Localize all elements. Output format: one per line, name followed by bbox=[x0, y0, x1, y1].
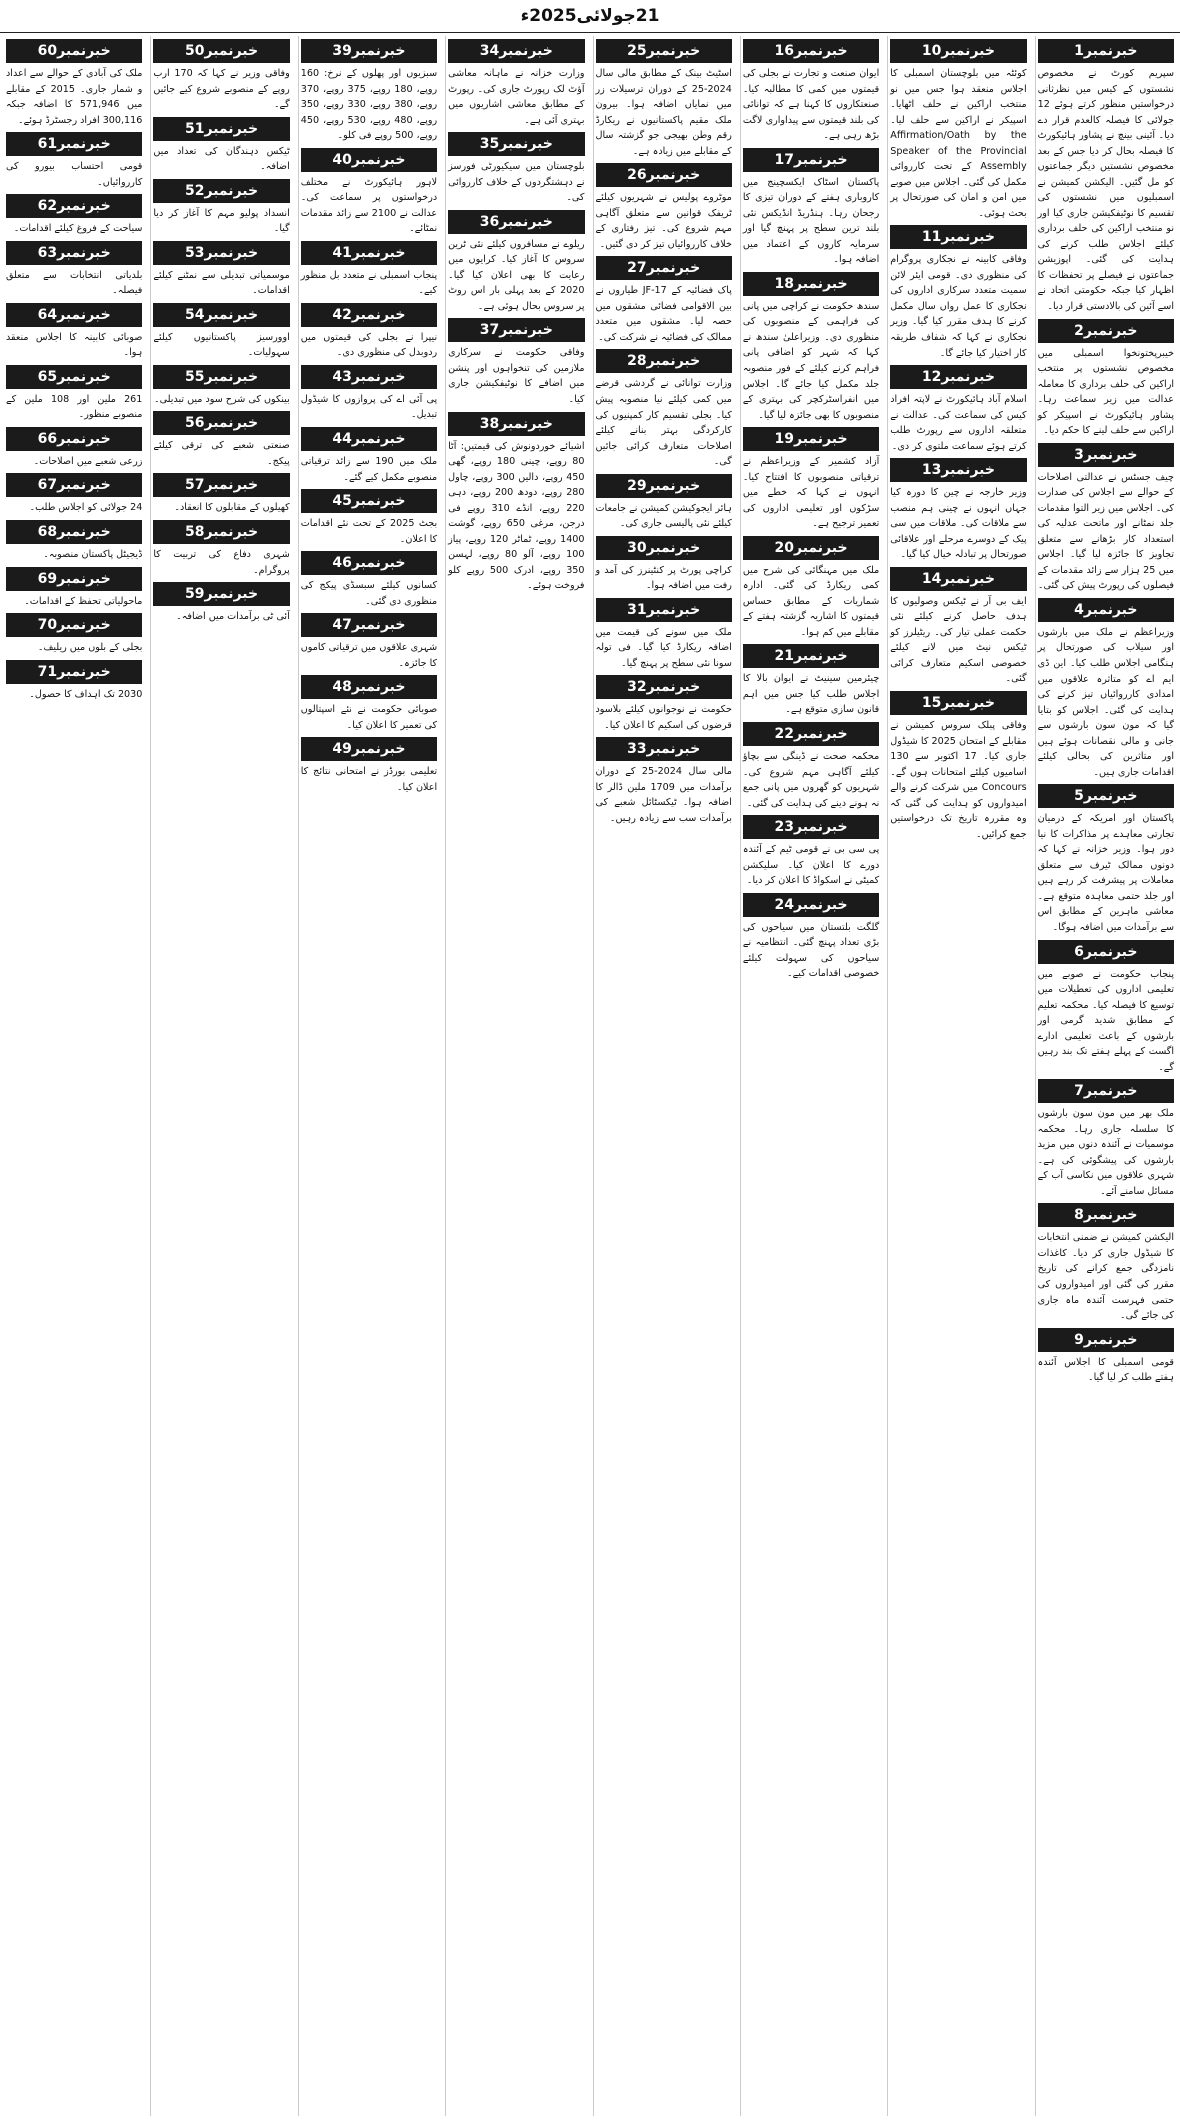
news-item bbox=[596, 474, 732, 532]
news-item bbox=[6, 613, 142, 656]
news-item-header: خبرنمبر45 bbox=[301, 489, 437, 513]
news-item bbox=[743, 536, 879, 641]
news-item-header: خبرنمبر50 bbox=[153, 39, 289, 63]
news-item-header: خبرنمبر52 bbox=[153, 179, 289, 203]
news-item bbox=[6, 365, 142, 423]
news-item-header: خبرنمبر35 bbox=[448, 132, 584, 156]
news-item bbox=[596, 536, 732, 594]
news-item-body: بینکوں کی شرح سود میں تبدیلی۔ bbox=[153, 393, 290, 405]
news-columns bbox=[4, 36, 1176, 2116]
news-item bbox=[890, 39, 1026, 221]
news-item-header: خبرنمبر25 bbox=[596, 39, 732, 63]
news-item-header: خبرنمبر43 bbox=[301, 365, 437, 389]
news-item-body: ٹیکس دہندگان کی تعداد میں اضافہ۔ bbox=[153, 145, 290, 173]
news-item-header: خبرنمبر55 bbox=[153, 365, 289, 389]
news-column bbox=[150, 36, 291, 2116]
news-item-header: خبرنمبر18 bbox=[743, 272, 879, 296]
news-item bbox=[153, 411, 289, 469]
news-item-body: صوبائی کابینہ کا اجلاس منعقد ہوا۔ bbox=[6, 331, 143, 359]
news-item-header: خبرنمبر65 bbox=[6, 365, 142, 389]
news-item-header: خبرنمبر37 bbox=[448, 318, 584, 342]
news-item bbox=[153, 179, 289, 237]
news-item-body: بلدیاتی انتخابات سے متعلق فیصلہ۔ bbox=[6, 269, 143, 297]
news-item-body: پاکستان اسٹاک ایکسچینج میں کاروباری ہفتے کے دوران تیزی کا رجحان رہا۔ ہنڈریڈ انڈیکس نئی بلند ترین سطح پر پہنچ گیا اور سرمایہ کاروں کے اعتماد میں اضافہ ہوا۔ bbox=[742, 176, 880, 266]
news-item-header: خبرنمبر53 bbox=[153, 241, 289, 265]
news-item-body: وفاقی کابینہ نے نجکاری پروگرام کی منظوری دی۔ قومی ایئر لائن سمیت متعدد سرکاری اداروں کی نجکاری کا عمل رواں سال مکمل کرنے کا ہدف مقرر کیا گیا۔ وزیر نجکاری نے کہا کہ شفاف طریقہ کار اختیار کیا جائے گا۔ bbox=[890, 254, 1027, 359]
news-item-body: اسٹیٹ بینک کے مطابق مالی سال 2024-25 کے دوران ترسیلات زر میں نمایاں اضافہ ہوا۔ بیرون ملک مقیم پاکستانیوں نے ریکارڈ رقم وطن بھیجی جو گزشتہ سال کے مقابلے میں زیادہ ہے۔ bbox=[595, 68, 732, 157]
news-item bbox=[153, 473, 289, 516]
news-item-header: خبرنمبر66 bbox=[6, 427, 142, 451]
news-item-header: خبرنمبر13 bbox=[890, 458, 1026, 482]
news-item bbox=[301, 365, 437, 423]
news-item-body: بجلی کے بلوں میں ریلیف۔ bbox=[37, 642, 143, 654]
news-item-body: وزارت توانائی نے گردشی قرضے میں کمی کیلئے نیا منصوبہ پیش کیا۔ بجلی تقسیم کار کمپنیوں کی کارکردگی بہتر بنانے کیلئے اصلاحات متعارف کرائی جائیں گی۔ bbox=[595, 378, 732, 468]
news-item bbox=[153, 365, 289, 408]
news-item bbox=[596, 675, 732, 733]
news-item-body: پاک فضائیہ کے JF-17 طیاروں نے بین الاقوامی فضائی مشقوں میں حصہ لیا۔ مشقوں میں متعدد ممالک کی فضائیہ نے شرکت کی۔ bbox=[595, 285, 732, 343]
news-item bbox=[301, 737, 437, 795]
news-item bbox=[301, 675, 437, 733]
news-item bbox=[890, 691, 1026, 842]
news-item-body: ایوان صنعت و تجارت نے بجلی کی قیمتوں میں کمی کا مطالبہ کیا۔ صنعتکاروں کا کہنا ہے کہ توانائی کی بلند قیمتوں سے پیداواری لاگت بڑھ رہی ہے۔ bbox=[742, 68, 880, 142]
news-item-header: خبرنمبر40 bbox=[301, 148, 437, 172]
news-item-body: چیئرمین سینیٹ نے ایوان بالا کا اجلاس طلب کیا جس میں اہم قانون سازی متوقع ہے۔ bbox=[742, 673, 880, 716]
news-item bbox=[448, 39, 584, 128]
news-item bbox=[6, 520, 142, 563]
news-item bbox=[301, 427, 437, 485]
news-item bbox=[301, 551, 437, 609]
news-item-body: سبزیوں اور پھلوں کے نرخ: 160 روپے، 180 روپے، 375 روپے، 370 روپے، 380 روپے، 330 روپے، 350 روپے، 480 روپے، 530 روپے، 450 روپے، 500 روپے فی کلو۔ bbox=[300, 68, 438, 142]
news-item bbox=[743, 272, 879, 423]
news-item bbox=[301, 613, 437, 671]
news-item bbox=[743, 815, 879, 889]
news-item-header: خبرنمبر16 bbox=[743, 39, 879, 63]
news-item bbox=[890, 458, 1026, 563]
news-item-header: خبرنمبر24 bbox=[743, 893, 879, 917]
news-column bbox=[740, 36, 881, 2116]
news-item-header: خبرنمبر27 bbox=[596, 256, 732, 280]
news-item bbox=[743, 722, 879, 811]
news-item-body: ملک کی آبادی کے حوالے سے اعداد و شمار جاری۔ 2015 کے مقابلے میں 571,946 کا اضافہ جبکہ 300,116 افراد رجسٹرڈ ہوئے۔ bbox=[6, 68, 143, 126]
masthead bbox=[0, 0, 1180, 33]
news-item-header: خبرنمبر7 bbox=[1038, 1079, 1174, 1103]
news-item bbox=[301, 241, 437, 299]
news-item-body: وفاقی وزیر نے کہا کہ 170 ارب روپے کے منصوبے شروع کیے جائیں گے۔ bbox=[153, 68, 290, 111]
news-item-header: خبرنمبر47 bbox=[301, 613, 437, 637]
page-date: 21جولائی2025ء bbox=[520, 6, 660, 26]
news-item-body: آزاد کشمیر کے وزیراعظم نے ترقیاتی منصوبوں کا افتتاح کیا۔ انہوں نے کہا کہ خطے میں سڑکوں اور تعلیمی اداروں کی تعمیر ترجیح ہے۔ bbox=[742, 456, 880, 530]
news-item bbox=[890, 365, 1026, 454]
news-column bbox=[887, 36, 1028, 2116]
news-item-body: قومی احتساب بیورو کی کارروائیاں۔ bbox=[6, 161, 143, 188]
news-item bbox=[448, 412, 584, 594]
news-item-body: پنجاب اسمبلی نے متعدد بل منظور کیے۔ bbox=[300, 269, 438, 297]
news-item-body: مالی سال 2024-25 کے دوران برآمدات میں 1709 ملین ڈالر کا اضافہ ہوا۔ ٹیکسٹائل شعبے کی برآمدات سب سے زیادہ رہیں۔ bbox=[595, 766, 732, 824]
news-item-body: ملک بھر میں مون سون بارشوں کا سلسلہ جاری رہا۔ محکمہ موسمیات نے آئندہ دنوں میں مزید بارشوں کی پیشگوئی کی ہے۔ شہری علاقوں میں نکاسی آب کے مسائل سامنے آئے۔ bbox=[1037, 1108, 1174, 1197]
news-item bbox=[1038, 1079, 1174, 1199]
news-item-body: وزیراعظم نے ملک میں بارشوں اور سیلاب کی صورتحال پر ہنگامی اجلاس طلب کیا۔ این ڈی ایم اے کو متاثرہ علاقوں میں امدادی کارروائیاں تیز کرنے کی ہدایت کی گئی۔ اجلاس کو بتایا گیا کہ مون سون بارشوں سے جانی و مالی نقصانات ہوئے ہیں اور متاثرین کی بحالی کیلئے اقدامات جاری ہیں۔ bbox=[1037, 626, 1174, 778]
news-item-header: خبرنمبر67 bbox=[6, 473, 142, 497]
news-item bbox=[1038, 1203, 1174, 1323]
news-item bbox=[448, 210, 584, 315]
news-column bbox=[1035, 36, 1176, 2116]
news-item-header: خبرنمبر34 bbox=[448, 39, 584, 63]
news-item-header: خبرنمبر42 bbox=[301, 303, 437, 327]
news-item-body: پی سی بی نے قومی ٹیم کے آئندہ دورے کا اعلان کیا۔ سلیکشن کمیٹی نے اسکواڈ کا اعلان کر دیا۔ bbox=[742, 844, 880, 887]
news-item-body: شہری علاقوں میں ترقیاتی کاموں کا جائزہ۔ bbox=[300, 642, 438, 669]
news-item-header: خبرنمبر39 bbox=[301, 39, 437, 63]
news-item-body: کھیلوں کے مقابلوں کا انعقاد۔ bbox=[174, 502, 290, 514]
news-item-header: خبرنمبر1 bbox=[1038, 39, 1174, 63]
news-column bbox=[593, 36, 734, 2116]
news-item-header: خبرنمبر8 bbox=[1038, 1203, 1174, 1227]
news-item bbox=[596, 256, 732, 345]
news-item bbox=[6, 194, 142, 237]
news-item bbox=[1038, 598, 1174, 780]
news-item-header: خبرنمبر19 bbox=[743, 427, 879, 451]
news-item-header: خبرنمبر26 bbox=[596, 163, 732, 187]
news-item-body: نیپرا نے بجلی کی قیمتوں میں ردوبدل کی منظوری دی۔ bbox=[300, 331, 438, 359]
news-item bbox=[1038, 443, 1174, 594]
news-item-header: خبرنمبر2 bbox=[1038, 319, 1174, 343]
news-item-header: خبرنمبر69 bbox=[6, 567, 142, 591]
news-item bbox=[596, 737, 732, 826]
news-item-header: خبرنمبر28 bbox=[596, 349, 732, 373]
news-item bbox=[1038, 319, 1174, 439]
news-item bbox=[153, 117, 289, 175]
news-item bbox=[153, 303, 289, 361]
news-item-body: 2030 تک اہداف کا حصول۔ bbox=[29, 688, 143, 700]
news-item-body: قومی اسمبلی کا اجلاس آئندہ ہفتے طلب کر لیا گیا۔ bbox=[1037, 1356, 1174, 1384]
news-item bbox=[596, 349, 732, 469]
news-item bbox=[6, 567, 142, 610]
news-item-body: محکمہ صحت نے ڈینگی سے بچاؤ کیلئے آگاہی مہم شروع کی۔ شہریوں کو گھروں میں پانی جمع نہ ہونے دینے کی ہدایت کی گئی۔ bbox=[742, 751, 880, 809]
news-item-header: خبرنمبر62 bbox=[6, 194, 142, 218]
news-item-body: سیاحت کے فروغ کیلئے اقدامات۔ bbox=[13, 223, 143, 235]
news-item-header: خبرنمبر17 bbox=[743, 148, 879, 172]
news-item-body: شہری دفاع کی تربیت کا پروگرام۔ bbox=[153, 548, 290, 576]
news-column bbox=[298, 36, 439, 2116]
news-item-header: خبرنمبر4 bbox=[1038, 598, 1174, 622]
news-item-header: خبرنمبر59 bbox=[153, 582, 289, 606]
news-item bbox=[153, 582, 289, 625]
news-item-header: خبرنمبر36 bbox=[448, 210, 584, 234]
news-item-header: خبرنمبر9 bbox=[1038, 1328, 1174, 1352]
news-item bbox=[890, 225, 1026, 361]
news-item-body: الیکشن کمیشن نے ضمنی انتخابات کا شیڈول جاری کر دیا۔ کاغذات نامزدگی جمع کرانے کی تاریخ مقرر کی گئی اور امیدواروں کی حتمی فہرست آئندہ ماہ جاری کی جائے گی۔ bbox=[1037, 1232, 1174, 1322]
news-item-header: خبرنمبر68 bbox=[6, 520, 142, 544]
news-item bbox=[6, 132, 142, 190]
news-item-header: خبرنمبر61 bbox=[6, 132, 142, 156]
news-item bbox=[1038, 940, 1174, 1076]
news-item-body: خیبرپختونخوا اسمبلی میں مخصوص نشستوں پر منتخب اراکین کی حلف برداری کا معاملہ عدالت میں زیر سماعت رہا۔ پشاور ہائیکورٹ نے اسپیکر کو اراکین سے حلف لینے کا حکم دیا۔ bbox=[1037, 347, 1174, 437]
news-item-header: خبرنمبر32 bbox=[596, 675, 732, 699]
news-item-body: صنعتی شعبے کی ترقی کیلئے پیکج۔ bbox=[153, 440, 290, 467]
news-item-header: خبرنمبر63 bbox=[6, 241, 142, 265]
news-item-header: خبرنمبر33 bbox=[596, 737, 732, 761]
news-item-header: خبرنمبر70 bbox=[6, 613, 142, 637]
news-item-body: تعلیمی بورڈز نے امتحانی نتائج کا اعلان کیا۔ bbox=[300, 766, 438, 793]
news-item bbox=[6, 427, 142, 470]
news-item-header: خبرنمبر31 bbox=[596, 598, 732, 622]
news-item-body: سندھ حکومت نے کراچی میں پانی کی فراہمی کے منصوبوں کی منظوری دی۔ وزیراعلیٰ سندھ نے کہا کہ شہر کو اضافی پانی فراہم کرنے کیلئے کے فور منصوبہ جلد مکمل کیا جائے گا۔ اجلاس میں انفراسٹرکچر کی بہتری کے منصوبوں کا بھی جائزہ لیا گیا۔ bbox=[742, 300, 880, 421]
news-item-body: وزیر خارجہ نے چین کا دورہ کیا جہاں انہوں نے چینی ہم منصب سے ملاقات کی۔ ملاقات میں سی پیک کے دوسرے مرحلے اور علاقائی صورتحال پر تبادلہ خیال کیا گیا۔ bbox=[890, 487, 1027, 561]
news-item-header: خبرنمبر46 bbox=[301, 551, 437, 575]
news-item-header: خبرنمبر64 bbox=[6, 303, 142, 327]
news-item-header: خبرنمبر14 bbox=[890, 567, 1026, 591]
news-item-header: خبرنمبر56 bbox=[153, 411, 289, 435]
news-item bbox=[743, 893, 879, 982]
news-item bbox=[301, 489, 437, 547]
news-item-header: خبرنمبر71 bbox=[6, 660, 142, 684]
news-item bbox=[1038, 39, 1174, 315]
news-item bbox=[6, 241, 142, 299]
news-item-header: خبرنمبر22 bbox=[743, 722, 879, 746]
news-item-header: خبرنمبر41 bbox=[301, 241, 437, 265]
news-item-body: ایف بی آر نے ٹیکس وصولیوں کا ہدف حاصل کرنے کیلئے نئی حکمت عملی تیار کی۔ ریٹیلرز کو ٹیکس نیٹ میں لانے کیلئے خصوصی اسکیم متعارف کرائی گئی۔ bbox=[890, 595, 1027, 685]
news-item-body: اشیائے خوردونوش کی قیمتیں: آٹا 80 روپے، چینی 180 روپے، گھی 450 روپے، دالیں 300 روپے، چاول 280 روپے، دودھ 200 روپے، دہی 220 روپے، انڈے 310 روپے فی درجن، مرغی 650 روپے، گوشت 1400 روپے، ٹماٹر 120 روپے، پیاز 100 روپے، آلو 80 روپے، لہسن 350 روپے، ادرک 500 روپے کلو فروخت ہوئے۔ bbox=[448, 440, 585, 592]
news-item-body: ریلوے نے مسافروں کیلئے نئی ٹرین سروس کا آغاز کیا۔ کرایوں میں رعایت کا بھی اعلان کیا گیا۔ 2020 کے بعد پہلی بار اس روٹ پر سروس بحال ہوئی ہے۔ bbox=[448, 238, 585, 312]
news-item-body: آئی ٹی برآمدات میں اضافہ۔ bbox=[176, 611, 290, 623]
news-item-header: خبرنمبر29 bbox=[596, 474, 732, 498]
news-item-body: ملک میں مہنگائی کی شرح میں کمی ریکارڈ کی گئی۔ ادارہ شماریات کے مطابق حساس قیمتوں کا اشاریہ گزشتہ ہفتے کے مقابلے میں کم ہوا۔ bbox=[742, 564, 880, 638]
news-item bbox=[301, 303, 437, 361]
news-item bbox=[448, 318, 584, 407]
news-item-header: خبرنمبر10 bbox=[890, 39, 1026, 63]
news-item bbox=[448, 132, 584, 206]
news-item-header: خبرنمبر21 bbox=[743, 644, 879, 668]
news-item-body: 261 ملین اور 108 ملین کے منصوبے منظور۔ bbox=[6, 393, 143, 421]
news-item bbox=[743, 644, 879, 718]
news-item-header: خبرنمبر58 bbox=[153, 520, 289, 544]
news-item-body: ملک میں 190 سے زائد ترقیاتی منصوبے مکمل کیے گئے۔ bbox=[300, 455, 438, 483]
news-item-body: کوئٹہ میں بلوچستان اسمبلی کا اجلاس منعقد ہوا جس میں نو منتخب اراکین نے حلف اٹھایا۔ اسپیکر نے اراکین سے حلف لیا۔ Affirmation/Oath by the Speaker of the Provincial Assembly کے تحت کارروائی مکمل کی گئی۔ اجلاس میں صوبے میں امن و امان کی صورتحال پر بحث ہوئی۔ bbox=[890, 68, 1027, 219]
news-item-body: کراچی پورٹ پر کنٹینرز کی آمد و رفت میں اضافہ ہوا۔ bbox=[595, 564, 732, 592]
news-item-body: اسلام آباد ہائیکورٹ نے لاپتہ افراد کیس کی سماعت کی۔ عدالت نے متعلقہ اداروں سے رپورٹ طلب کرتے ہوئے سماعت ملتوی کر دی۔ bbox=[890, 394, 1027, 452]
news-item-body: ماحولیاتی تحفظ کے اقدامات۔ bbox=[24, 595, 143, 607]
news-item bbox=[743, 148, 879, 268]
news-item-body: بجٹ 2025 کے تحت نئے اقدامات کا اعلان۔ bbox=[300, 518, 438, 545]
news-item-body: زرعی شعبے میں اصلاحات۔ bbox=[33, 455, 143, 467]
news-item-header: خبرنمبر48 bbox=[301, 675, 437, 699]
news-item-body: بلوچستان میں سیکیورٹی فورسز نے دہشتگردوں کے خلاف کارروائی کی۔ bbox=[448, 161, 585, 204]
news-item bbox=[301, 39, 437, 144]
news-item-header: خبرنمبر54 bbox=[153, 303, 289, 327]
news-column bbox=[445, 36, 586, 2116]
news-item-body: پاکستان اور امریکہ کے درمیان تجارتی معاہدے پر مذاکرات کا نیا دور ہوا۔ وزیر خزانہ نے کہا کہ دونوں ممالک ٹیرف سے متعلق معاملات پر پیشرفت کر رہے ہیں اور جلد حتمی معاہدہ متوقع ہے۔ معاشی ماہرین کے مطابق اس سے برآمدات میں اضافہ ہوگا۔ bbox=[1037, 813, 1174, 933]
news-item-body: 24 جولائی کو اجلاس طلب۔ bbox=[29, 502, 143, 514]
news-item-header: خبرنمبر15 bbox=[890, 691, 1026, 715]
news-item bbox=[1038, 784, 1174, 935]
news-item-body: وزارت خزانہ نے ماہانہ معاشی آؤٹ لک رپورٹ جاری کی۔ رپورٹ کے مطابق معاشی اشاریوں میں بہتری آئی ہے۔ bbox=[448, 68, 585, 126]
news-item-header: خبرنمبر5 bbox=[1038, 784, 1174, 808]
news-item bbox=[6, 473, 142, 516]
news-item-header: خبرنمبر20 bbox=[743, 536, 879, 560]
news-item bbox=[6, 660, 142, 703]
news-item-body: سپریم کورٹ نے مخصوص نشستوں کے کیس میں نظرثانی درخواستیں منظور کرتے ہوئے 12 جولائی کا فیصلہ کالعدم قرار دے دیا۔ آئینی بینچ نے پشاور ہائیکورٹ کا فیصلہ بحال کر دیا جس کے بعد مخصوص نشستیں دیگر جماعتوں کو مل گئیں۔ الیکشن کمیشن نے اسمبلیوں میں نشستوں کی تقسیم کا نوٹیفکیشن جاری کیا اور نو منتخب اراکین کی حلف برداری کیلئے اجلاس طلب کرنے کی ہدایت کی گئی۔ اپوزیشن جماعتوں نے فیصلے پر تحفظات کا اظہار کیا جبکہ حکومتی اتحاد نے اسے آئین کی بالادستی قرار دیا۔ bbox=[1037, 68, 1174, 312]
news-item-header: خبرنمبر38 bbox=[448, 412, 584, 436]
news-item-body: موسمیاتی تبدیلی سے نمٹنے کیلئے اقدامات۔ bbox=[153, 269, 290, 297]
news-item-body: موٹروے پولیس نے شہریوں کیلئے ٹریفک قوانین سے متعلق آگاہی مہم شروع کی۔ تیز رفتاری کے خلاف کارروائیاں تیز کر دی گئیں۔ bbox=[595, 192, 732, 250]
news-item-body: لاہور ہائیکورٹ نے مختلف درخواستوں پر سماعت کی۔ عدالت نے 2100 سے زائد مقدمات نمٹائے۔ bbox=[300, 176, 438, 235]
news-item bbox=[6, 39, 142, 128]
news-item-body: ہائر ایجوکیشن کمیشن نے جامعات کیلئے نئی پالیسی جاری کی۔ bbox=[595, 502, 732, 530]
news-item-body: پی آئی اے کی پروازوں کا شیڈول تبدیل۔ bbox=[300, 393, 438, 421]
news-item-body: کسانوں کیلئے سبسڈی پیکج کی منظوری دی گئی۔ bbox=[300, 580, 438, 607]
news-item-body: ملک میں سونے کی قیمت میں اضافہ ریکارڈ کیا گیا۔ فی تولہ سونا نئی سطح پر پہنچ گیا۔ bbox=[595, 626, 732, 669]
news-item-header: خبرنمبر3 bbox=[1038, 443, 1174, 467]
news-column bbox=[4, 36, 144, 2116]
news-item-header: خبرنمبر11 bbox=[890, 225, 1026, 249]
news-item bbox=[301, 148, 437, 237]
news-item bbox=[596, 163, 732, 252]
news-item-header: خبرنمبر23 bbox=[743, 815, 879, 839]
news-item bbox=[153, 241, 289, 299]
news-item-header: خبرنمبر12 bbox=[890, 365, 1026, 389]
news-item-header: خبرنمبر44 bbox=[301, 427, 437, 451]
news-item-header: خبرنمبر49 bbox=[301, 737, 437, 761]
news-item bbox=[6, 303, 142, 361]
news-item bbox=[596, 598, 732, 672]
news-item-body: پنجاب حکومت نے صوبے میں تعلیمی اداروں کی تعطیلات میں توسیع کا فیصلہ کیا۔ محکمہ تعلیم کے مطابق شدید گرمی اور بارشوں کے باعث تعلیمی ادارے اگست کے پہلے ہفتے تک بند رہیں گے۔ bbox=[1037, 968, 1174, 1073]
news-item-body: حکومت نے نوجوانوں کیلئے بلاسود قرضوں کی اسکیم کا اعلان کیا۔ bbox=[595, 704, 732, 731]
news-item bbox=[743, 39, 879, 144]
news-item bbox=[153, 520, 289, 578]
news-item-body: صوبائی حکومت نے نئے اسپتالوں کی تعمیر کا اعلان کیا۔ bbox=[300, 704, 438, 731]
news-item-header: خبرنمبر30 bbox=[596, 536, 732, 560]
news-item-header: خبرنمبر60 bbox=[6, 39, 142, 63]
news-item-body: وفاقی حکومت نے سرکاری ملازمین کی تنخواہوں اور پنشن میں اضافے کا نوٹیفکیشن جاری کیا۔ bbox=[448, 347, 585, 405]
news-item bbox=[1038, 1328, 1174, 1386]
news-item-body: انسداد پولیو مہم کا آغاز کر دیا گیا۔ bbox=[153, 207, 290, 235]
news-item-header: خبرنمبر57 bbox=[153, 473, 289, 497]
news-item bbox=[890, 567, 1026, 687]
news-item-body: ڈیجیٹل پاکستان منصوبہ۔ bbox=[43, 548, 143, 560]
news-item-header: خبرنمبر6 bbox=[1038, 940, 1174, 964]
news-item-header: خبرنمبر51 bbox=[153, 117, 289, 141]
news-item bbox=[743, 427, 879, 532]
news-item bbox=[153, 39, 289, 113]
news-item-body: اوورسیز پاکستانیوں کیلئے سہولیات۔ bbox=[153, 331, 290, 359]
news-item-body: گلگت بلتستان میں سیاحوں کی بڑی تعداد پہنچ گئی۔ انتظامیہ نے سیاحوں کی سہولت کیلئے خصوصی اقدامات کیے۔ bbox=[742, 921, 880, 980]
news-item bbox=[596, 39, 732, 159]
news-item-body: وفاقی پبلک سروس کمیشن نے مقابلے کے امتحان 2025 کا شیڈول جاری کیا۔ 17 اکتوبر سے 130 اسامیوں کیلئے امتحانات ہوں گے۔ Concours میں شرکت کرنے والے امیدواروں کو ہدایت کی گئی کہ وہ مقررہ تاریخ تک درخواستیں جمع کرائیں۔ bbox=[890, 720, 1027, 840]
news-item-body: چیف جسٹس نے عدالتی اصلاحات کے حوالے سے اجلاس کی صدارت کی۔ اجلاس میں زیر التوا مقدمات جلد نمٹانے اور ماتحت عدلیہ کی استعداد کار بڑھانے سے متعلق تجاویز کا جائزہ لیا گیا۔ اجلاس میں 25 ہزار سے زائد مقدمات کے فیصلوں کی رپورٹ پیش کی گئی۔ bbox=[1037, 471, 1174, 592]
